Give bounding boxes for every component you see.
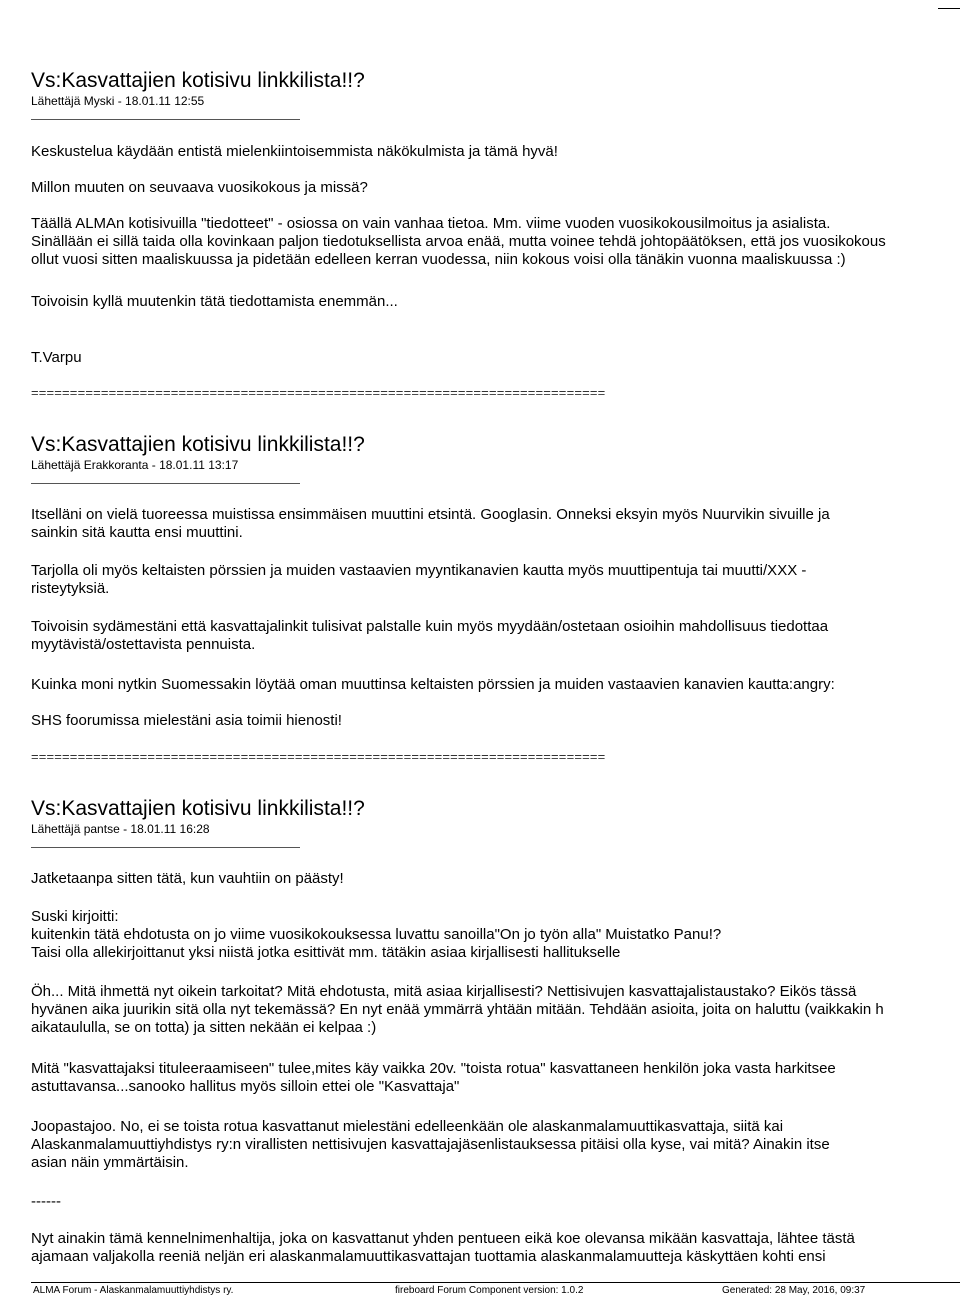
text-line: Millon muuten on seuvaava vuosikokous ja missä?: [31, 179, 368, 196]
text-line: risteytyksiä.: [31, 580, 110, 597]
text-line: myytävistä/ostettavista pennuista.: [31, 636, 256, 653]
paragraph: [31, 676, 835, 694]
paragraph: [31, 293, 398, 311]
quote-block: [31, 908, 721, 962]
text-line: Taisi olla allekirjoittanut yksi niistä jotka esittivät mm. tätäkin asiaa kirjallisesti hallitukselle: [31, 944, 621, 961]
page-footer: [31, 1282, 960, 1296]
paragraph: [31, 1118, 830, 1172]
post-title: Vs:Kasvattajien kotisivu linkkilista!!?: [31, 797, 365, 820]
post-2: [31, 432, 960, 729]
paragraph: [31, 618, 828, 654]
text-line: Jatketaanpa sitten tätä, kun vauhtiin on päästy!: [31, 870, 344, 887]
text-line: Alaskanmalamuuttiyhdistys ry:n virallisten nettisivujen kasvattajajäsenlistauksessa pitäisi olla kyse, vai mitä? Ainakin itse: [31, 1136, 830, 1153]
text-line: Toivoisin sydämestäni että kasvattajalinkit tulisivat palstalle kuin myös myydään/ostetaan osioihin mahdollisuus tiedottaa: [31, 618, 829, 635]
post-meta: Lähettäjä Myski - 18.01.11 12:55: [31, 94, 205, 108]
text-line: Öh... Mitä ihmettä nyt oikein tarkoitat? Mitä ehdotusta, mitä asiaa kirjallisesti? Nettisivujen kasvattajalistaustako? Eikös tässä: [31, 983, 857, 1000]
signature: [31, 349, 82, 367]
paragraph: [31, 143, 558, 161]
text-line: Nyt ainakin tämä kennelnimenhaltija, joka on kasvattanut yhden pentueen eikä koe olevansa mikään kasvattaja, lähtee tästä: [31, 1230, 855, 1247]
text-line: ollut vuosi sitten maaliskuussa ja pidetään edelleen kerran vuodessa, niin kokous voisi olla tänäkin vuonna maaliskuussa :): [31, 251, 846, 268]
text-line: Joopastajoo. No, ei se toista rotua kasvattanut mielestäni edelleenkään ole alaskanmalamuuttikasvattaja, siitä kai: [31, 1118, 784, 1135]
text-line: ajamaan valjakolla reeniä neljän eri alaskanmalamuuttikasvattajan tuottamia alaskanmalamuutteja käskyttäen kohti ensi: [31, 1248, 826, 1265]
text-line: Tarjolla oli myös keltaisten pörssien ja muiden vastaavien myyntikanavien kautta myös muuttipentuja tai muutti/XXX -: [31, 562, 807, 579]
quote-header: Suski kirjoitti:: [31, 908, 119, 925]
text-line: Toivoisin kyllä muutenkin tätä tiedottamista enemmän...: [31, 293, 398, 310]
text-line: Itselläni on vielä tuoreessa muistissa ensimmäisen muuttini etsintä. Googlasin. Onneksi eksyin myös Nuurvikin sivuille ja: [31, 506, 830, 523]
text-line: aikataululla, se on totta) ja sitten nekään ei kelpaa :): [31, 1019, 377, 1036]
paragraph: [31, 215, 886, 269]
footer-generated-date: Generated: 28 May, 2016, 09:37: [722, 1285, 866, 1296]
text-line: Mitä "kasvattajaksi tituleeraamiseen" tulee,mites käy vaikka 20v. "toista rotua" kasvattaneen henkilön joka vasta harkitsee: [31, 1060, 836, 1077]
post-1: [31, 68, 960, 366]
post-meta: Lähettäjä Erakkoranta - 18.01.11 13:17: [31, 458, 239, 472]
text-line: Keskustelua käydään entistä mielenkiintoisemmista näkökulmista ja tämä hyvä!: [31, 143, 558, 160]
post-meta: Lähettäjä pantse - 18.01.11 16:28: [31, 822, 210, 836]
post-separator: ==========================================================================: [31, 385, 606, 400]
footer-forum-name: ALMA Forum - Alaskanmalamuuttiyhdistys ry.: [33, 1285, 234, 1296]
paragraph: [31, 1060, 836, 1096]
post-divider: [31, 119, 300, 120]
footer-component-version: fireboard Forum Component version: 1.0.2: [395, 1285, 584, 1296]
post-title: Vs:Kasvattajien kotisivu linkkilista!!?: [31, 69, 365, 92]
signature-divider: [31, 1193, 61, 1211]
post-divider: [31, 483, 300, 484]
paragraph: [31, 506, 830, 542]
top-edge-rule: [938, 8, 960, 9]
text-line: ------: [31, 1193, 61, 1210]
post-divider: [31, 847, 300, 848]
text-line: Täällä ALMAn kotisivuilla "tiedotteet" - osiossa on vain vanhaa tietoa. Mm. viime vuoden vuosikokousilmoitus ja asialista.: [31, 215, 831, 232]
text-line: Kuinka moni nytkin Suomessakin löytää oman muuttinsa keltaisten pörssien ja muiden vastaavien kanavien kautta:angry:: [31, 676, 835, 693]
text-line: SHS foorumissa mielestäni asia toimii hienosti!: [31, 712, 342, 729]
text-line: sainkin sitä kautta ensi muuttini.: [31, 524, 243, 541]
post-3: [31, 796, 960, 1265]
paragraph: [31, 983, 884, 1037]
paragraph: [31, 870, 344, 888]
post-title: Vs:Kasvattajien kotisivu linkkilista!!?: [31, 433, 365, 456]
text-line: asian näin ymmärtäisin.: [31, 1154, 189, 1171]
text-line: astuttavansa...sanooko hallitus myös silloin ettei ole "Kasvattaja": [31, 1078, 460, 1095]
paragraph: [31, 712, 342, 730]
text-line: hyvänen aika juurikin sitä olla nyt tekemässä? En nyt enää ymmärrä yhtään mitään. Tehdään asioita, joita on haluttu (vaikkakin h: [31, 1001, 884, 1018]
paragraph: [31, 1230, 855, 1266]
text-line: T.Varpu: [31, 349, 82, 366]
post-separator: ==========================================================================: [31, 749, 606, 764]
paragraph: [31, 562, 806, 598]
text-line: kuitenkin tätä ehdotusta on jo viime vuosikokouksessa luvattu sanoilla"On jo työn alla" Muistatko Panu!?: [31, 926, 722, 943]
paragraph: [31, 179, 368, 197]
text-line: Sinällään ei sillä taida olla kovinkaan paljon tiedotuksellista arvoa enää, mutta voinee tehdä johtopäätöksen, että jos vuosikokous: [31, 233, 886, 250]
